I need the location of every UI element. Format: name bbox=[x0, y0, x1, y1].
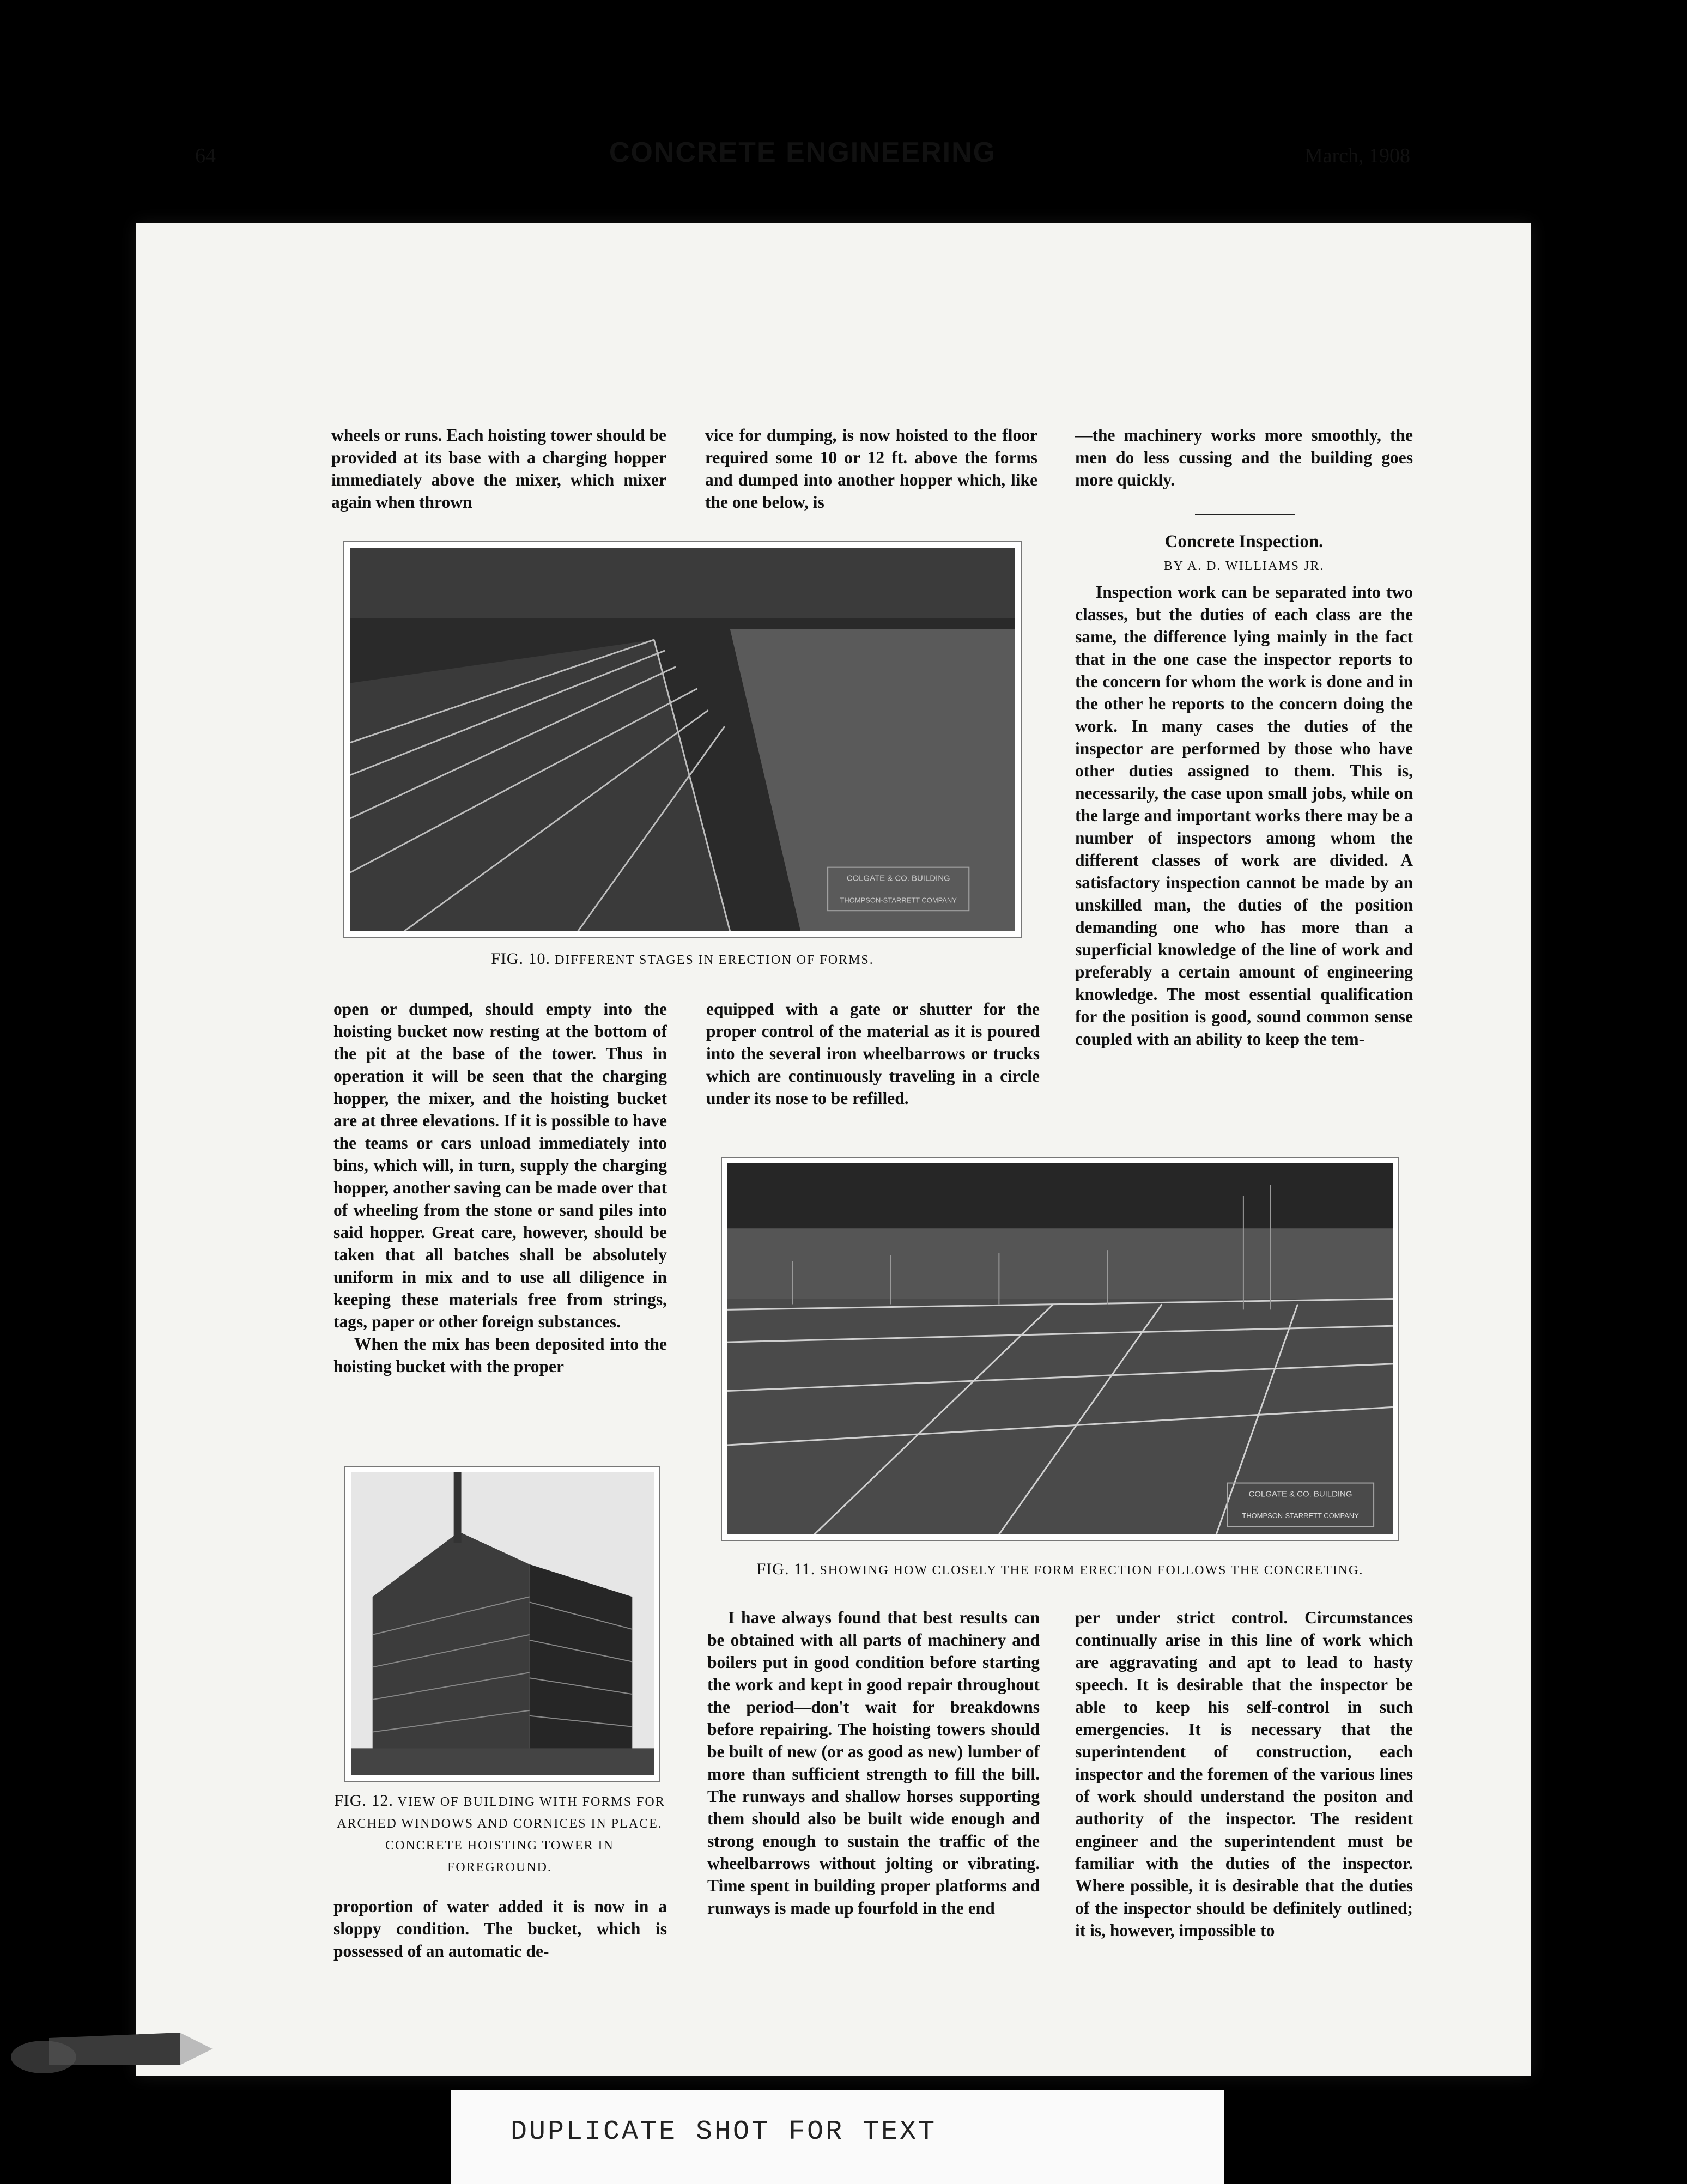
col1-bottom-text: proportion of water added it is now in a sloppy condition. The bucket, which is possessed of an automatic de- bbox=[333, 1897, 667, 1961]
col1-mid-paragraph-1: open or dumped, should empty into the hoisting bucket now resting at the bottom of the pit at the base of the tower. Thus in operation it will be seen that the charging hopper, the mixer, and the hoisting bucket are at three elevations. If it is possible to have the teams or cars unload immediately into bins, which will, in turn, supply the charging hopper, another saving can be made over that of wheeling from the stone or sand piles into said hopper. Great care, however, should be taken that all batches shall be absolutely uniform in mix and to use all diligence in keeping these materials free from strings, tags, paper or other foreign substances. bbox=[333, 999, 667, 1331]
figure-10-photo bbox=[343, 541, 1022, 938]
page-header bbox=[195, 136, 1410, 180]
duplicate-shot-slip bbox=[451, 2090, 1224, 2184]
building-image bbox=[351, 1472, 654, 1775]
col2-bottom-text: I have always found that best results can be obtained with all parts of machinery and boilers put in good condition before starting the work and kept in good repair throughout the period—don't wait for breakdowns before repairing. The hoisting towers should be built of new (or as good as new) lumber of more than sufficient strength to fill the bill. The runways and shallow horses supporting them should also be built wide enough and strong enough to sustain the traffic of the wheelbarrows without jolting or vibrating. Time spent in building proper platforms and runways is made up fourfold in the end bbox=[707, 1608, 1040, 1918]
figure-12-photo bbox=[344, 1466, 660, 1782]
issue-date: March, 1908 bbox=[1304, 144, 1410, 167]
figure-10-caption-text: DIFFERENT STAGES IN ERECTION OF FORMS. bbox=[555, 953, 874, 967]
col1-mid-paragraph-2: When the mix has been deposited into the hoisting bucket with the proper bbox=[333, 1334, 667, 1376]
figure-11-caption-text: SHOWING HOW CLOSELY THE FORM ERECTION FOLLOWS THE CONCRETING. bbox=[820, 1563, 1364, 1578]
figure-12-caption-text: VIEW OF BUILDING WITH FORMS FOR ARCHED WINDOWS AND CORNICES IN PLACE. CONCRETE HOISTING TOWER IN FOREGROUND. bbox=[337, 1795, 665, 1874]
figure-11-caption bbox=[721, 1558, 1399, 1581]
col2-top-text: vice for dumping, is now hoisted to the floor required some 10 or 12 ft. above the forms and dumped into another hopper which, like the one below, is bbox=[705, 426, 1037, 512]
photo-label-1: COLGATE & CO. BUILDING bbox=[1248, 1489, 1352, 1499]
photo-label-2: THOMPSON-STARRETT COMPANY bbox=[1242, 1512, 1359, 1520]
journal-title: CONCRETE ENGINEERING bbox=[609, 137, 997, 168]
col1-mid-text bbox=[333, 998, 667, 1378]
figure-12-number: FIG. 12. bbox=[334, 1792, 394, 1810]
concreting-site-image bbox=[727, 1163, 1393, 1534]
figure-12-caption bbox=[333, 1790, 666, 1878]
col3-top-text: —the machinery works more smoothly, the men do less cussing and the building goes more quickly. bbox=[1075, 426, 1413, 489]
slip-text: DUPLICATE SHOT FOR TEXT bbox=[511, 2116, 937, 2147]
page-number: 64 bbox=[195, 144, 216, 167]
article-title: Concrete Inspection. bbox=[1164, 532, 1324, 551]
col2-mid-text: equipped with a gate or shutter for the proper control of the material as it is poured into the several iron wheelbarrows or trucks which are continuously traveling in a circle under its nose to be refilled. bbox=[706, 999, 1040, 1108]
col1-top-text: wheels or runs. Each hoisting tower should be provided at its base with a charging hopper immediately above the mixer, which mixer again when thrown bbox=[331, 426, 666, 512]
article-body: Inspection work can be separated into two classes, but the duties of each class are the same, the difference lying mainly in the fact that in the one case the inspector reports to the concern for whom the work is done and in the other he reports to the concern doing the work. In many cases the duties of the inspector are performed by those who have other duties assigned to them. This is, necessarily, the case upon small jobs, while on the large and important works there may be a number of inspectors among whom the different classes of work are divided. A satisfactory inspection cannot be made by an unskilled man, the duties of the position demanding one who has more than a superficial knowledge of the line of work and preferably a certain amount of engineering knowledge. The most essential qualification for the position is good, sound common sense coupled with an ability to keep the tem- bbox=[1075, 583, 1413, 1048]
pencil-tip bbox=[0, 2016, 213, 2087]
figure-10-caption bbox=[343, 948, 1022, 971]
photo-label-1: COLGATE & CO. BUILDING bbox=[846, 873, 950, 883]
article-byline: BY A. D. WILLIAMS JR. bbox=[1163, 559, 1325, 573]
figure-11-number: FIG. 11. bbox=[756, 1560, 816, 1578]
section-divider bbox=[1195, 514, 1295, 515]
photo-label-2: THOMPSON-STARRETT COMPANY bbox=[840, 896, 957, 905]
col3-bottom-text: per under strict control. Circumstances continually arise in this line of work which are aggravating and apt to lead to hasty speech. It is desirable that the inspector be able to keep his self-control in such emergencies. It is necessary that the superintendent of construction, each inspector and the foremen of the various lines of work should understand the positon and authority of the inspector. The resident engineer and the superintendent must be familiar with the duties of the inspector. Where possible, it is desirable that the duties of the inspector should be definitely outlined; it is, however, impossible to bbox=[1075, 1608, 1413, 1940]
construction-site-image bbox=[350, 548, 1015, 931]
figure-10-number: FIG. 10. bbox=[491, 950, 551, 968]
figure-11-photo bbox=[721, 1157, 1399, 1541]
